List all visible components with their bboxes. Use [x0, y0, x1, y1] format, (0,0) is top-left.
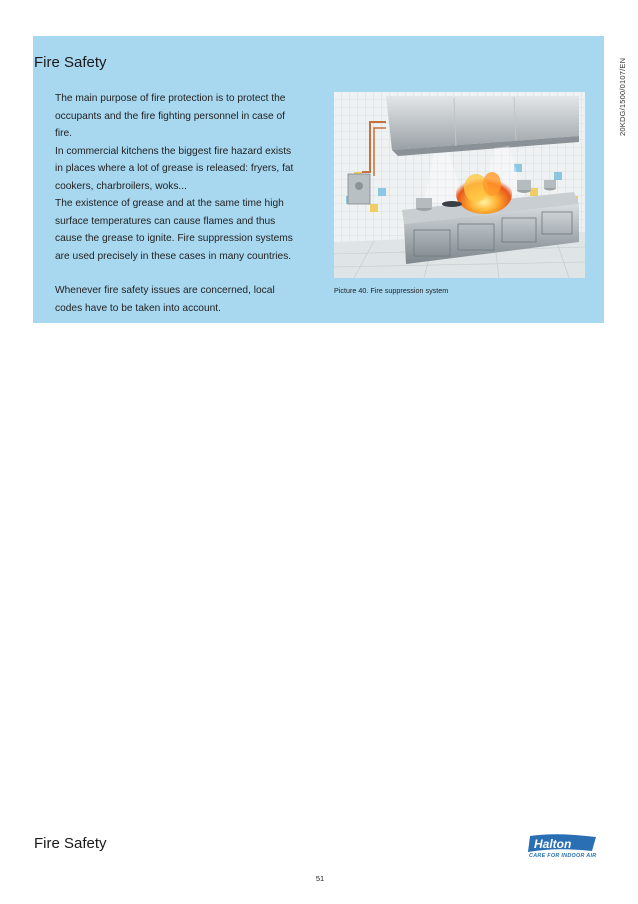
- text-line: The main purpose of fire protection is to protect the: [55, 93, 286, 104]
- section-title: Fire Safety: [34, 54, 107, 71]
- text-line: The existence of grease and at the same time high: [55, 198, 284, 209]
- text-line: cookers, charbroilers, woks...: [55, 180, 187, 192]
- logo-tagline: CARE FOR INDOOR AIR: [529, 853, 597, 859]
- body-text: [55, 90, 317, 317]
- document-code-text: 20KDG/1500/0107/EN: [618, 57, 627, 136]
- page-number: 51: [315, 874, 325, 883]
- document-code: [606, 36, 627, 136]
- svg-text:Halton: Halton: [534, 837, 572, 851]
- text-line: occupants and the fire fighting personnel in case of: [55, 110, 285, 122]
- footer-title: Fire Safety: [34, 835, 107, 852]
- image-caption: Picture 40. Fire suppression system: [334, 286, 449, 295]
- text-line: are used precisely in these cases in many countries.: [55, 250, 292, 262]
- text-line: surface temperatures can cause flames and thus: [55, 215, 276, 227]
- text-line: Whenever fire safety issues are concerned, local: [55, 285, 275, 296]
- kitchen-fire-suppression-image: [334, 92, 585, 278]
- text-line: cause the grease to ignite. Fire suppression systems: [55, 233, 293, 244]
- halton-logo-mark: [526, 833, 606, 855]
- text-line: codes have to be taken into account.: [55, 302, 221, 314]
- text-line: fire.: [55, 128, 72, 139]
- kitchen-illustration: [334, 92, 585, 278]
- text-line: in places where a lot of grease is released: fryers, fat: [55, 163, 294, 174]
- text-line: In commercial kitchens the biggest fire hazard exists: [55, 145, 292, 157]
